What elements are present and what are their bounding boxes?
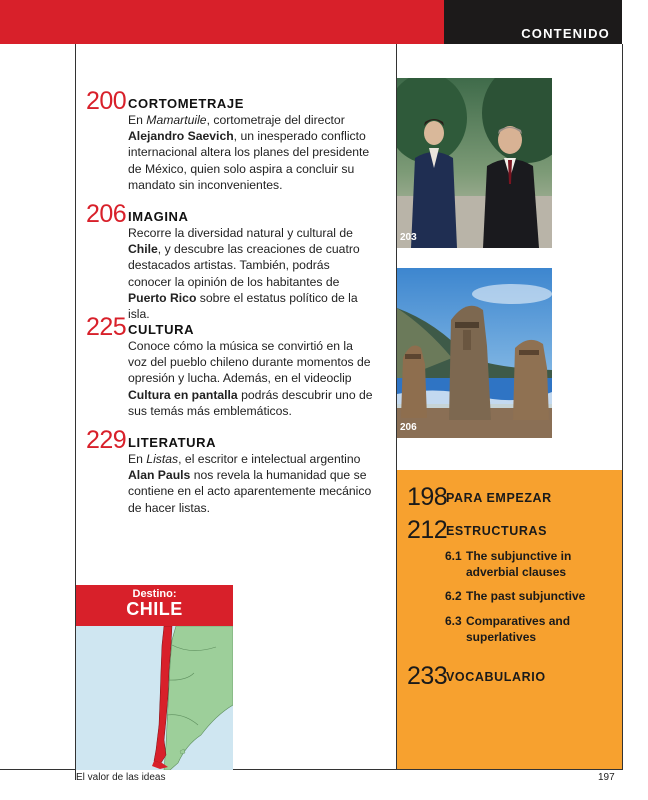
item-title: CULTURA [128, 322, 195, 337]
item-title: IMAGINA [128, 209, 189, 224]
toc-number-estructuras: 212 [407, 516, 448, 544]
page-number: 197 [598, 772, 615, 783]
item-description: En Mamartuile, cortometraje del director Alejandro Saevich, un inesperado conflicto internacional altera los planes del presidente de México, quien solo aspira a concluir su mandato sin inconvenientes. [128, 113, 370, 192]
photo-page-badge: 206 [400, 422, 417, 433]
moai-image [397, 268, 552, 438]
destination-map[interactable] [76, 585, 233, 770]
column-rule-right [622, 44, 623, 770]
item-page-number: 225 [86, 313, 127, 341]
toc-link-para-empezar[interactable]: PARA EMPEZAR [446, 491, 552, 505]
film-still-image [397, 78, 552, 248]
book-title: El valor de las ideas [76, 772, 166, 783]
item-page-number: 200 [86, 87, 127, 115]
film-still-photo[interactable] [397, 78, 552, 248]
destination-country: CHILE [126, 599, 183, 619]
item-description: En Listas, el escritor e intelectual argentino Alan Pauls nos revela la humanidad que se contiene en el acto aparentemente mecánico de hacer listas. [128, 452, 372, 515]
destination-label: Destino: [132, 588, 177, 600]
header-dark-bar [444, 0, 622, 44]
item-page-number: 206 [86, 200, 127, 228]
item-title: CORTOMETRAJE [128, 96, 245, 111]
subsection-6-3[interactable]: 6.3 Comparatives and superlatives [445, 614, 571, 644]
toc-link-estructuras[interactable]: ESTRUCTURAS [446, 524, 548, 538]
section-label: CONTENIDO [521, 26, 610, 41]
destination-header [76, 585, 233, 626]
item-page-number: 229 [86, 426, 127, 454]
toc-number-para-empezar: 198 [407, 483, 448, 511]
item-title: LITERATURA [128, 435, 217, 450]
contents-box [397, 470, 622, 769]
item-description: Conoce cómo la música se convirtió en la voz del pueblo chileno durante momentos de opresión y lucha. Además, en el videoclip Cultura en pantalla podrás descubrir uno de sus temás más emblemáticos. [128, 339, 373, 418]
moai-photo[interactable] [397, 268, 552, 438]
header-red-bar [0, 0, 444, 44]
photo-page-badge: 203 [400, 232, 417, 243]
toc-link-vocabulario[interactable]: VOCABULARIO [446, 670, 546, 684]
toc-number-vocabulario: 233 [407, 662, 448, 690]
subsection-6-2[interactable]: 6.2 The past subjunctive [445, 589, 586, 603]
item-description: Recorre la diversidad natural y cultural de Chile, y descubre las creaciones de cuatro destacados artistas. También, podrás conocer la opinión de los habitantes de Puerto Rico sobre el estatus político de la isla. [128, 226, 360, 322]
subsection-6-1[interactable]: 6.1 The subjunctive in adverbial clauses [445, 549, 572, 579]
